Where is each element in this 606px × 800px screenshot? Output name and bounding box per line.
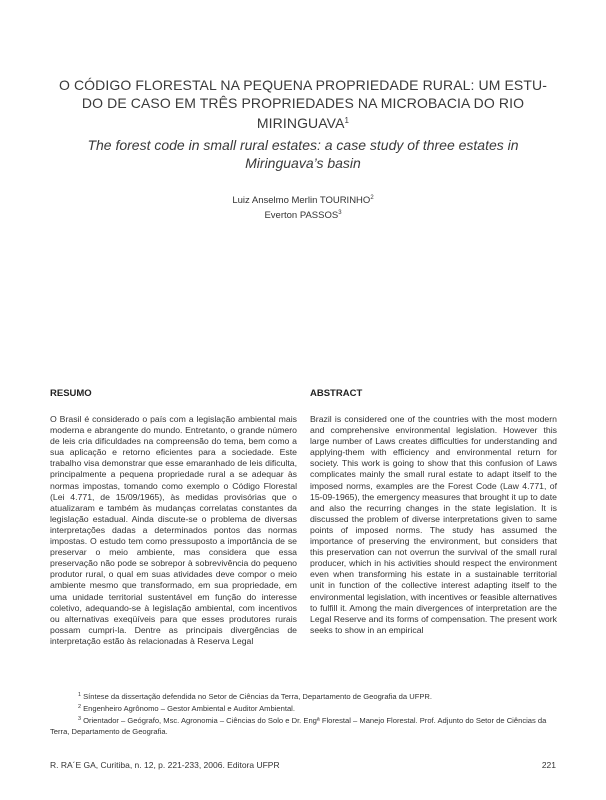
footnote-text: Síntese da dissertação defendida no Setor de Ciências da Terra, Departamento de Geografia da UFPR.: [83, 692, 433, 701]
abstract-text: Brazil is considered one of the countries with the most modern and comprehensive environmental legislation. However this large number of Laws creates difficulties for understanding and applying-them with efficiency and environmental return for society. This work is going to show that this confusion of Laws complicates mainly the small rural estate to adapt itself to the imposed norms, examples are the Forest Code (Law 4.771, of 15-09-1965), the emergency measures that brought it up to date and also the recurring changes in the state legislation. It is discussed the problem of diverse interpretations given to same points of imposed norms. The study has assumed the importance of preserving the environment, but considers that this preservation can not overrun the survival of the small rural producer, which in his activities should respect the environment even when transforming his estate in a sustainable territorial unit in function of the collective interest adapting itself to the environmental legislation, with incentives or feasible alternatives to fulfill it. Among the main divergences of interpretation are the Legal Reserve and its forms of compensation. The present work seeks to show in an empirical: [310, 414, 557, 635]
footnotes: [50, 690, 556, 737]
author: [0, 192, 606, 207]
title-portuguese: [50, 76, 556, 132]
author: [0, 207, 606, 222]
page-number: 221: [541, 760, 556, 770]
title-pt-line1: O CÓDIGO FLORESTAL NA PEQUENA PROPRIEDADE RURAL: UM ESTU-: [58, 77, 547, 93]
abstract-column: [310, 388, 557, 636]
footnote: [50, 714, 556, 736]
author-footnote-marker: 2: [370, 195, 374, 201]
resumo-column: [50, 388, 297, 647]
title-en-line1: The forest code in small rural estates: a case study of three estates in: [87, 137, 519, 153]
title-en-line2: Miringuava’s basin: [245, 155, 361, 171]
title-english: [60, 136, 546, 172]
journal-citation: R. RA´E GA, Curitiba, n. 12, p. 221-233, 2006. Editora UFPR: [50, 760, 280, 770]
resumo-heading: RESUMO: [50, 388, 92, 399]
title-pt-line3: [50, 112, 556, 132]
author-name: Luiz Anselmo Merlin TOURINHO: [232, 195, 371, 206]
author-list: [0, 192, 606, 222]
footnote-number: 1: [78, 692, 82, 698]
author-footnote-marker: 3: [338, 210, 342, 216]
footnote-text: Orientador – Geógrafo, Msc. Agronomia – Ciências do Solo e Dr. Engª Florestal – Manejo Florestal. Prof. Adjunto do Setor de Ciências da Terra, Departamento de Geografia.: [50, 716, 547, 736]
footnote: [50, 702, 556, 714]
footnote-number: 3: [78, 716, 82, 723]
resumo-text: O Brasil é considerado o país com a legislação ambiental mais moderna e abrangente do mundo. Entretanto, o grande número de leis cria dificuldades na compreensão do tema, bem como a sua aplicação e retorno eficientes para a sociedade. Este trabalho visa demonstrar que esse emaranhado de leis dificulta, principalmente a pequena propriedade rural a se adequar às normas impostas, tomando como exemplo o Código Florestal (Lei 4.771, de 15/09/1965), às medidas provisórias que o atualizaram e também às mudanças correlatas constantes da legislação estadual. Ainda discute-se o problema de diversas interpretações dadas a determinados pontos das normas impostas. O estudo tem como pressuposto a importância de se preservar o meio ambiente, mas considera que essa preservação não pode se sobrepor à sobrevivência do pequeno produtor rural, o qual em suas atividades deve compor o meio ambiente mesmo que transformado, em sua propriedade, em uma unidade territorial sustentável em função do interesse coletivo, adequando-se à legislação ambiental, com incentivos ou alternativas exeqüíveis para que esses produtores rurais possam cumpri-la. Dentre as principais divergências de interpretação estão às relacionadas à Reserva Legal: [50, 414, 297, 646]
author-name: Everton PASSOS: [264, 210, 339, 221]
title-footnote-marker: 1: [344, 116, 350, 125]
footnote-number: 2: [78, 704, 82, 711]
title-pt-line2: DO DE CASO EM TRÊS PROPRIEDADES NA MICROBACIA DO RIO: [81, 95, 525, 111]
footnote: [50, 690, 556, 702]
footnote-text: Engenheiro Agrônomo – Gestor Ambiental e Auditor Ambiental.: [83, 704, 295, 714]
title-pt-line3-text: MIRINGUAVA: [256, 115, 345, 131]
abstract-heading: ABSTRACT: [310, 388, 363, 399]
